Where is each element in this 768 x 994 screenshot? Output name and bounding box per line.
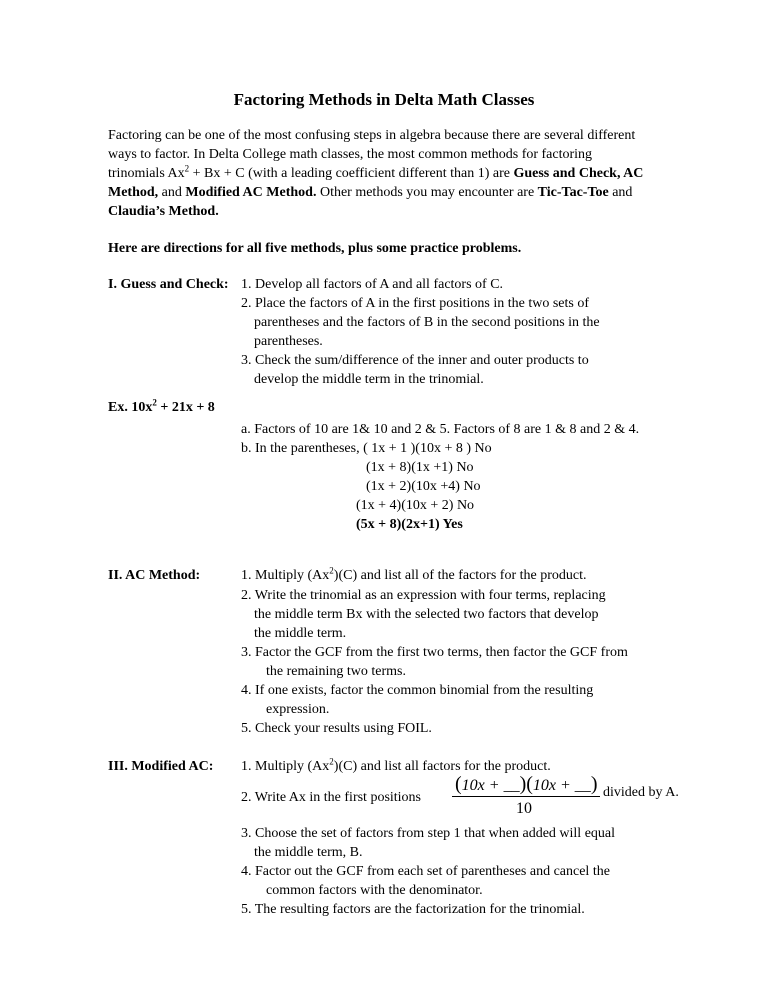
mac-step: 4. Factor out the GCF from each set of parentheses and cancel the [241,864,610,879]
mac-step: 5. The resulting factors are the factorization for the trinomial. [241,902,585,917]
gc-step: 1. Develop all factors of A and all factors of C. [241,277,504,292]
gc-example: Ex. $10x^2 + 21x + 8$ [108,397,215,415]
ac-step: 5. Check your results using FOIL. [241,721,432,736]
ac-step: 3. Factor the GCF from the first two terms, then factor the GCF from [241,645,628,660]
gc-sub-b: b. In the parentheses, ( 1x + 1 )(10x + 8 ) No [241,441,492,456]
intro-line-1: Factoring can be one of the most confusing steps in algebra because there are several different [108,128,636,143]
gc-trial: (1x + 8)(1x +1) No [366,460,474,475]
gc-trial: (1x + 4)(10x + 2) No [356,498,475,513]
ac-step: expression. [266,702,330,717]
mac-step: 3. Choose the set of factors from step 1 that when added will equal [241,826,616,841]
ac-heading: II. AC Method: [108,568,201,583]
gc-step: develop the middle term in the trinomial. [254,372,484,387]
gc-sub-a: a. Factors of 10 are 1& 10 and 2 & 5. Factors of 8 are 1 & 8 and 2 & 4. [241,422,640,437]
mac-heading: III. Modified AC: [108,759,214,774]
intro-line-5: Claudia’s Method. [108,204,219,219]
fraction-bar [452,796,600,797]
mac-step-2-suffix: divided by A. [603,785,679,800]
gc-step: parentheses and the factors of B in the second positions in the [254,315,600,330]
guess-check-heading: I. Guess and Check: [108,277,229,292]
ac-step: the middle term. [254,626,347,641]
gc-trial: (1x + 2)(10x +4) No [366,479,481,494]
intro-line-3: trinomials $Ax^2 + Bx + C$ (with a leading coefficient different than 1) are Guess and Check, AC [108,163,644,181]
intro-line-4: Method, and Modified AC Method. Other methods you may encounter are Tic-Tac-Toe and [108,185,633,200]
ac-step: the remaining two terms. [266,664,406,679]
gc-step: 2. Place the factors of A in the first positions in the two sets of [241,296,590,311]
ac-step: 2. Write the trinomial as an expression with four terms, replacing [241,588,606,603]
mac-step: common factors with the denominator. [266,883,483,898]
intro-line-2: ways to factor. In Delta College math classes, the most common methods for factoring [108,147,593,162]
fraction-numerator: (10x + __)(10x + __) [455,773,598,795]
gc-step: parentheses. [254,334,323,349]
ac-step: 1. Multiply (Ax$^2$)(C) and list all of the factors for the product. [241,565,587,583]
gc-step: 3. Check the sum/difference of the inner and outer products to [241,353,589,368]
mac-step-2: 2. Write Ax in the first positions [241,790,422,805]
mac-step: the middle term, B. [254,845,363,860]
mac-step: 1. Multiply (Ax$^2$)(C) and list all factors for the product. [241,756,551,774]
ac-step: 4. If one exists, factor the common binomial from the resulting [241,683,594,698]
directions-heading: Here are directions for all five methods, plus some practice problems. [108,241,522,256]
gc-answer: (5x + 8)(2x+1) Yes [356,517,463,532]
fraction-denominator: 10 [516,800,532,817]
ac-step: the middle term Bx with the selected two factors that develop [254,607,599,622]
page-title: Factoring Methods in Delta Math Classes [233,90,535,109]
